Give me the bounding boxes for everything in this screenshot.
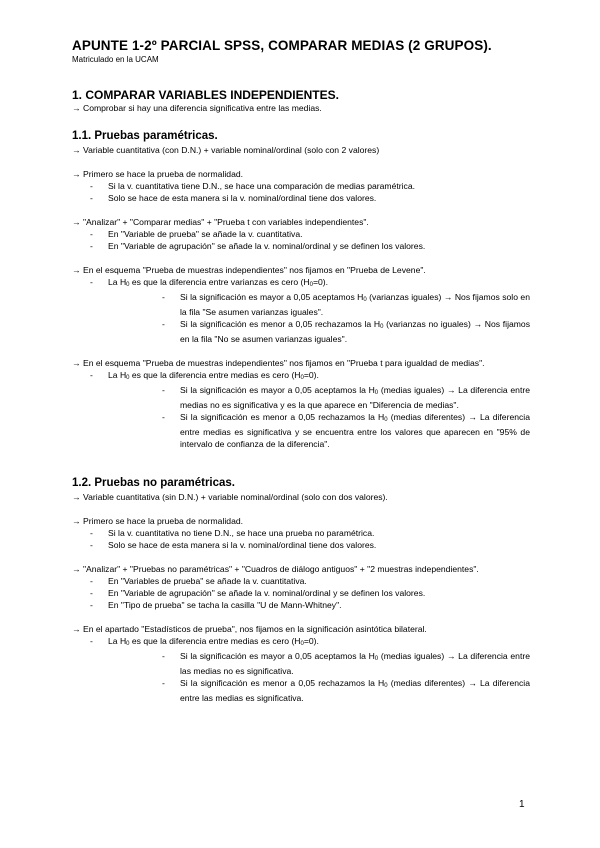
document-title: APUNTE 1-2º PARCIAL SPSS, COMPARAR MEDIAS (2 GRUPOS). [72,38,492,53]
document-subtitle: Matriculado en la UCAM [72,55,159,64]
s11-normality-lead: → Primero se hace la prueba de normalidad. [72,169,244,179]
s12-normality-lead: → Primero se hace la prueba de normalidad. [72,516,244,526]
s12-stats-list [72,635,530,704]
list-item: - En "Variable de agrupación" se añade la v. nominal/ordinal y se definen los valores. [72,587,530,599]
list-item: - En "Variable de agrupación" se añade la v. nominal/ordinal y se definen los valores. [72,240,530,252]
list-item: - Solo se hace de esta manera si la v. nominal/ordinal tiene dos valores. [72,539,530,551]
list-item: - Solo se hace de esta manera si la v. nominal/ordinal tiene dos valores. [72,192,530,204]
s12-menu-list [72,575,530,611]
s11-levene-sublist [72,291,530,345]
s11-ttest-list [72,369,530,450]
page-content [72,38,530,704]
list-item: - Si la significación es mayor a 0,05 aceptamos $H_0$ (varianzas iguales) → Nos fijamos solo en la fila "Se asumen varianzas iguales". [144,291,530,318]
section-1-1-intro: → Variable cuantitativa (con D.N.) + variable nominal/ordinal (solo con 2 valores) [72,145,380,155]
s11-ttest-lead: → En el esquema "Prueba de muestras independientes" nos fijamos en "Prueba t para igualdad de medias". [72,358,485,368]
s11-menu-lead: → "Analizar" + "Comparar medias" + "Prueba t con variables independientes". [72,217,369,227]
s12-normality-list [72,527,530,551]
s12-menu-lead: → "Analizar" + "Pruebas no paramétricas" + "Cuadros de diálogo antiguos" + "2 muestras independientes". [72,564,479,574]
page-number: 1 [519,799,525,810]
list-item: - En "Variables de prueba" se añade la v. cuantitativa. [72,575,530,587]
s11-levene-lead: → En el esquema "Prueba de muestras independientes" nos fijamos en "Prueba de Levene". [72,265,426,275]
s12-stats-lead: → En el apartado "Estadísticos de prueba", nos fijamos en la significación asintótica bilateral. [72,624,427,634]
list-item: - La $H_0$ es que la diferencia entre medias es cero $(H_0=0)$. - Si la significación es mayor a 0,05 aceptamos la $H_0$ (medias iguales) → La diferencia entre medias no es significativa y es la que aparece en "Diferencia de medias". - Si la significación es menor a 0,05 rechazamos la $H_0$ (medias diferentes) → La diferencia entre medias es significativa y se encuentra entre los valores que aparecen en "95% de intervalo de confianza de la diferencia". [72,369,530,450]
list-item: - Si la significación es mayor a 0,05 aceptamos la $H_0$ (medias iguales) → La diferencia entre las medias no es significativa. [144,650,530,677]
s12-stats-sublist [72,650,530,704]
list-item: - Si la significación es menor a 0,05 rechazamos la $H_0$ (medias diferentes) → La diferencia entre medias es significativa y se encuentra entre los valores que aparecen en "95% de intervalo de confianza de la diferencia". [144,411,530,450]
section-1-1-heading: 1.1. Pruebas paramétricas. [72,130,218,142]
s11-ttest-sublist [72,384,530,450]
list-item: - La $H_0$ es que la diferencia entre medias es cero $(H_0=0)$. - Si la significación es mayor a 0,05 aceptamos la $H_0$ (medias iguales) → La diferencia entre las medias no es significativa. - Si la significación es menor a 0,05 rechazamos la $H_0$ (medias diferentes) → La diferencia entre las medias es significativa. [72,635,530,704]
section-1-2-intro: → Variable cuantitativa (sin D.N.) + variable nominal/ordinal (solo con dos valores). [72,492,388,502]
section-1-2-heading: 1.2. Pruebas no paramétricas. [72,477,235,489]
list-item: - Si la v. cuantitativa no tiene D.N., se hace una prueba no paramétrica. [72,527,530,539]
section-1-heading: 1. COMPARAR VARIABLES INDEPENDIENTES. [72,88,339,102]
list-item: - Si la significación es mayor a 0,05 aceptamos la $H_0$ (medias iguales) → La diferencia entre medias no es significativa y es la que aparece en "Diferencia de medias". [144,384,530,411]
list-item: - En "Tipo de prueba" se tacha la casilla "U de Mann-Whitney". [72,599,530,611]
list-item: - En "Variable de prueba" se añade la v. cuantitativa. [72,228,530,240]
list-item: - Si la v. cuantitativa tiene D.N., se hace una comparación de medias paramétrica. [72,180,530,192]
list-item: - Si la significación es menor a 0,05 rechazamos la $H_0$ (medias diferentes) → La diferencia entre las medias es significativa. [144,677,530,704]
section-1-intro: → Comprobar si hay una diferencia significativa entre las medias. [72,103,322,113]
list-item: - La $H_0$ es que la diferencia entre varianzas es cero $(H_0=0)$. - Si la significación es mayor a 0,05 aceptamos $H_0$ (varianzas iguales) → Nos fijamos solo en la fila "Se asumen varianzas iguales". - Si la significación es menor a 0,05 rechazamos la $H_0$ (varianzas no iguales) → Nos fijamos en la fila "No se asumen varianzas iguales". [72,276,530,345]
s11-levene-list [72,276,530,345]
list-item: - Si la significación es menor a 0,05 rechazamos la $H_0$ (varianzas no iguales) → Nos fijamos en la fila "No se asumen varianzas iguales". [144,318,530,345]
s11-normality-list [72,180,530,204]
s11-menu-list [72,228,530,252]
